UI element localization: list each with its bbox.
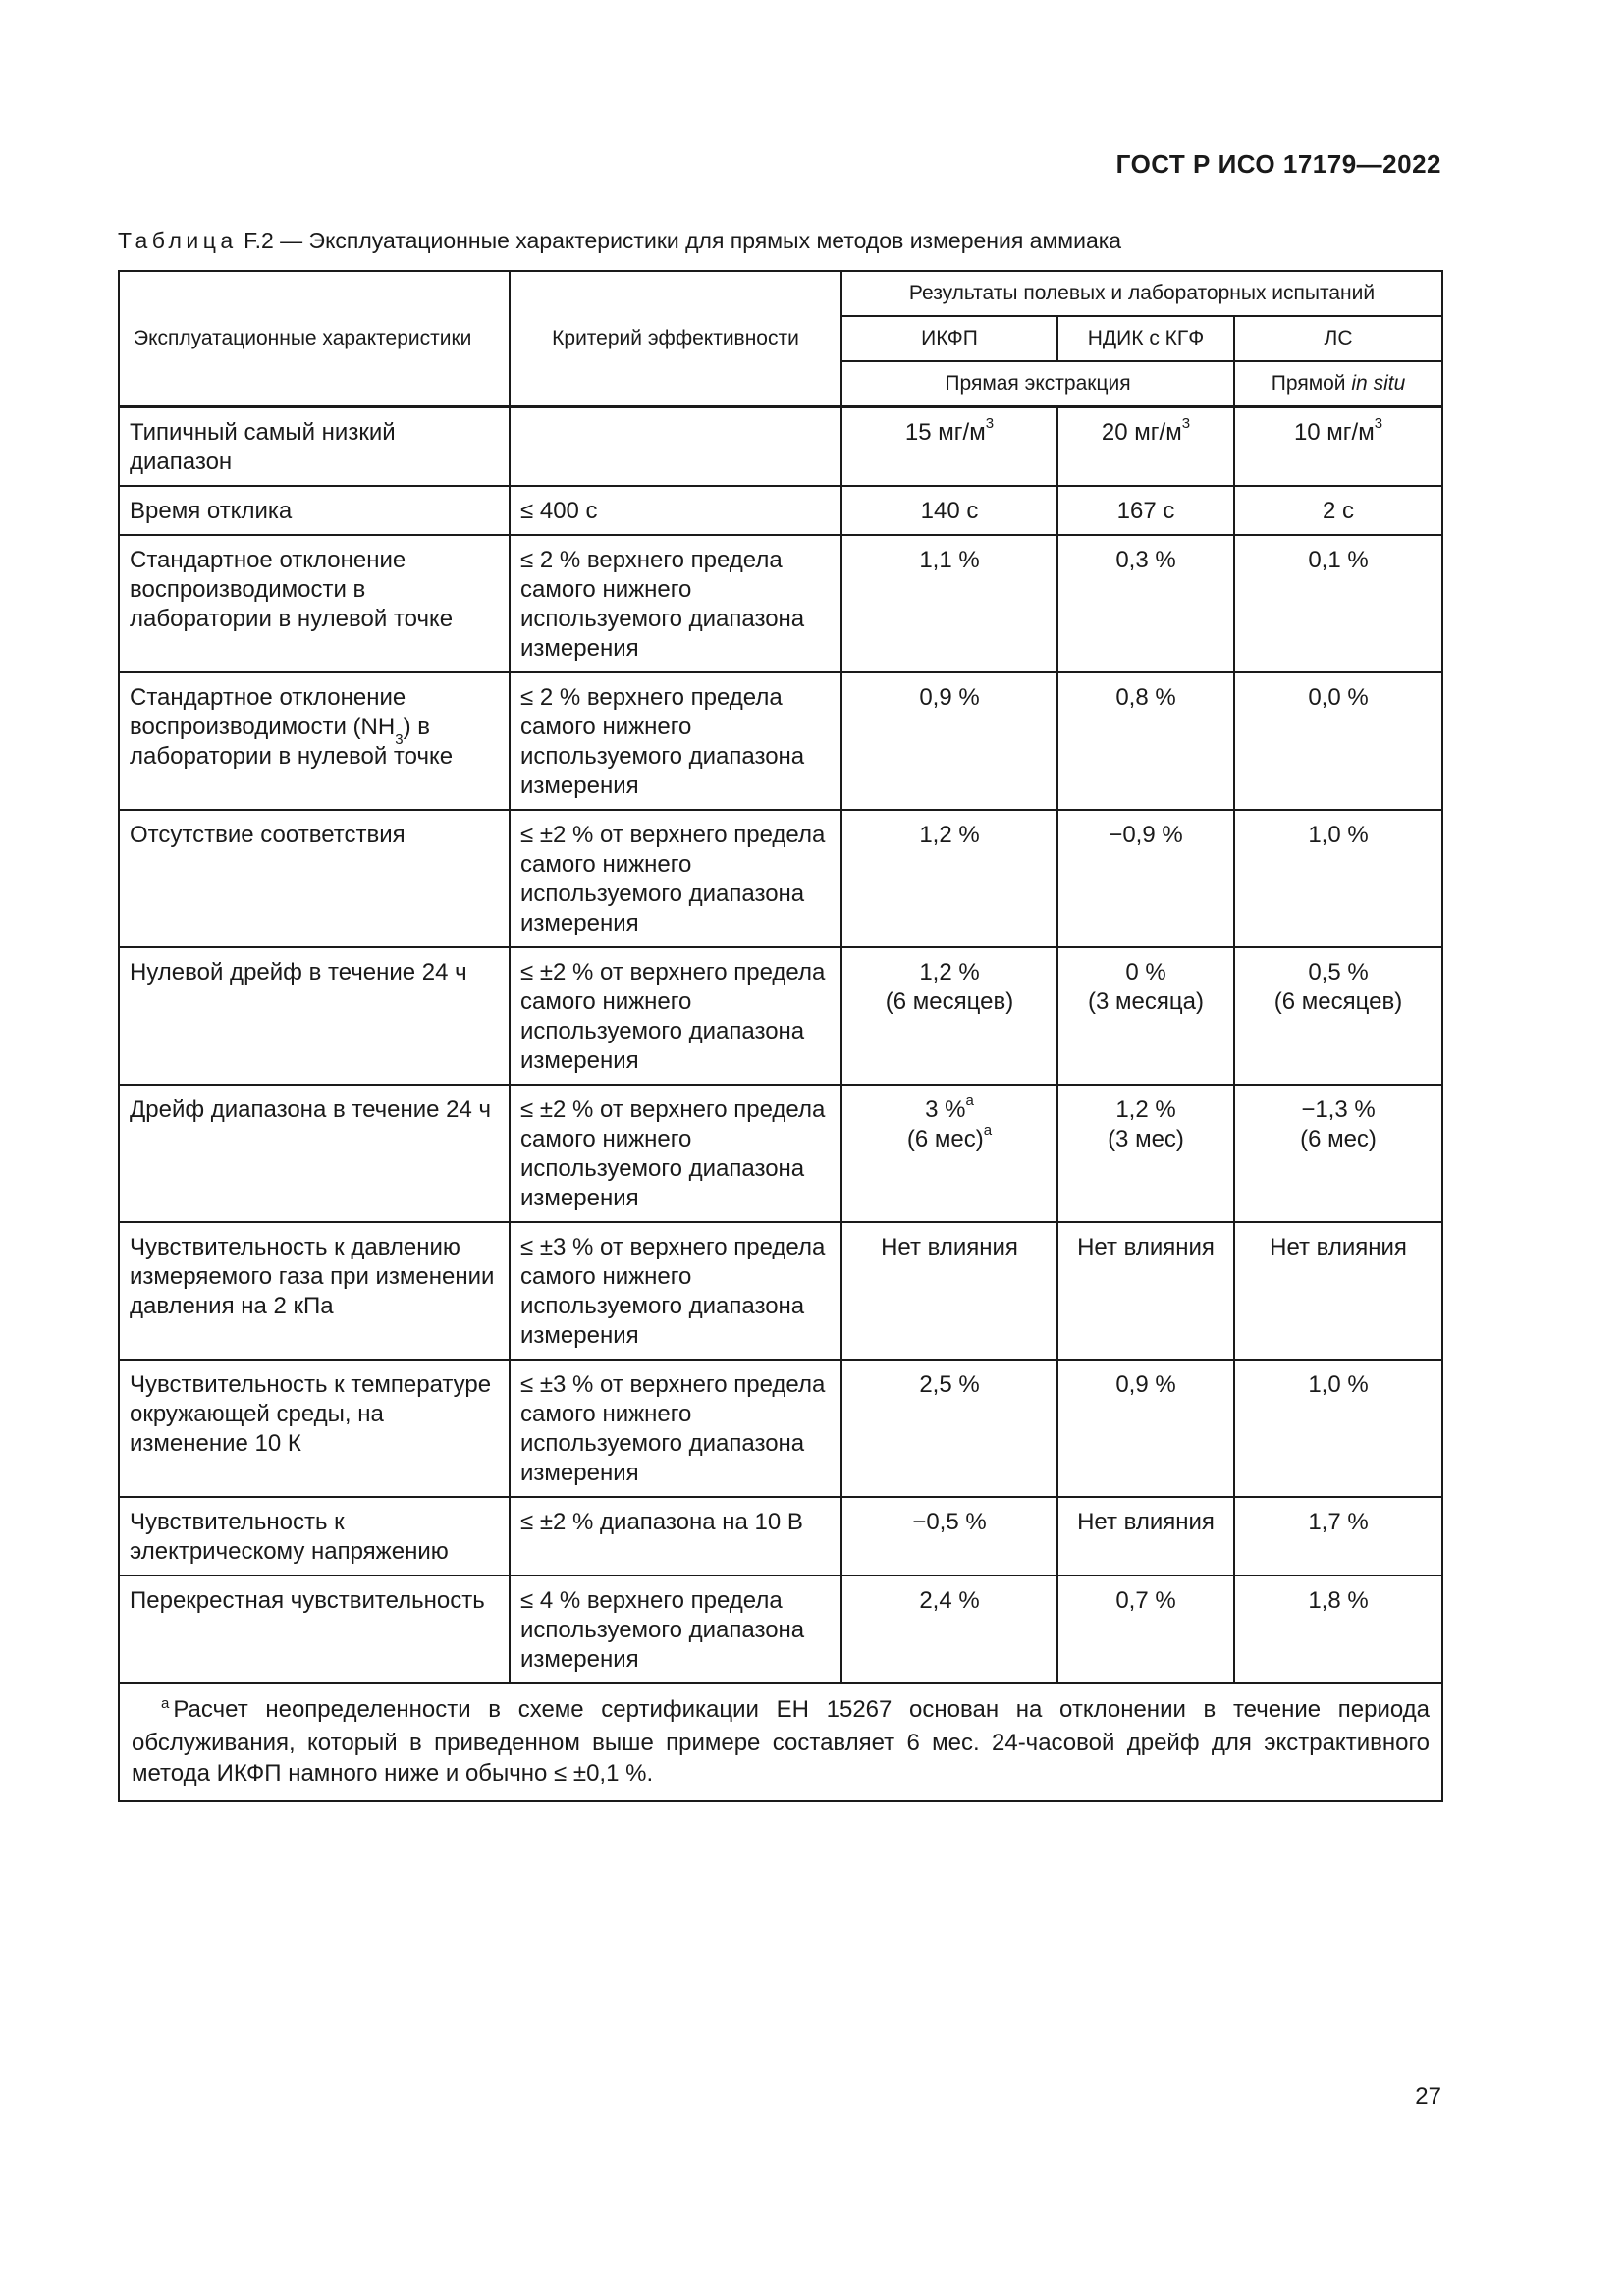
table-row	[119, 947, 1442, 1085]
cell-value-ls: 2 с	[1234, 486, 1442, 535]
cell-value-ls: 0,1 %	[1234, 535, 1442, 672]
footnote-mark: a	[161, 1695, 170, 1712]
cell-value-ndik: 0,3 %	[1057, 535, 1234, 672]
table-row	[119, 535, 1442, 672]
cell-value-ikfp: −0,5 %	[841, 1497, 1057, 1575]
cell-criterion: ≤ ±2 % от верхнего предела самого нижнего используемого диапазона измерения	[510, 947, 841, 1085]
header-results-group: Результаты полевых и лабораторных испытаний	[841, 271, 1442, 316]
cell-value-ls: −1,3 % (6 мес)	[1234, 1085, 1442, 1222]
table-row	[119, 1222, 1442, 1360]
table-row	[119, 672, 1442, 810]
cell-characteristic: Чувствительность к давлению измеряемого газа при изменении давления на 2 кПа	[119, 1222, 510, 1360]
table-caption-text: F.2 — Эксплуатационные характеристики для прямых методов измерения аммиака	[244, 228, 1122, 253]
cell-criterion: ≤ 400 с	[510, 486, 841, 535]
cell-characteristic: Чувствительность к электрическому напряжению	[119, 1497, 510, 1575]
cell-criterion: ≤ 4 % верхнего предела используемого диапазона измерения	[510, 1575, 841, 1683]
cell-criterion: ≤ ±2 % диапазона на 10 В	[510, 1497, 841, 1575]
table-row	[119, 1085, 1442, 1222]
cell-criterion: ≤ 2 % верхнего предела самого нижнего используемого диапазона измерения	[510, 535, 841, 672]
cell-value-ndik: Нет влияния	[1057, 1497, 1234, 1575]
header-direct-in-situ	[1234, 361, 1442, 407]
in-situ-word: in situ	[1351, 372, 1406, 395]
cell-criterion: ≤ 2 % верхнего предела самого нижнего используемого диапазона измерения	[510, 672, 841, 810]
cell-characteristic: Стандартное отклонение воспроизводимости в лаборатории в нулевой точке	[119, 535, 510, 672]
cell-criterion: ≤ ±2 % от верхнего предела самого нижнего используемого диапазона измерения	[510, 1085, 841, 1222]
cell-value-ndik: 0,8 %	[1057, 672, 1234, 810]
cell-criterion: ≤ ±3 % от верхнего предела самого нижнего используемого диапазона измерения	[510, 1222, 841, 1360]
cell-characteristic: Типичный самый низкий диапазон	[119, 407, 510, 487]
document-id: ГОСТ Р ИСО 17179—2022	[1115, 149, 1441, 179]
cell-value-ikfp: 1,2 % (6 месяцев)	[841, 947, 1057, 1085]
cell-characteristic: Отсутствие соответствия	[119, 810, 510, 947]
header-criterion: Критерий эффективности	[510, 271, 841, 407]
table-caption-lead: Таблица	[118, 228, 238, 253]
cell-characteristic: Нулевой дрейф в течение 24 ч	[119, 947, 510, 1085]
cell-value-ndik: 1,2 % (3 мес)	[1057, 1085, 1234, 1222]
footnote-text: Расчет неопределенности в схеме сертификации ЕН 15267 основан на отклонении в течение периода обслуживания, который в приведенном выше примере составляет 6 мес. 24-часовой дрейф для экстрактивного метода ИКФП намного ниже и обычно ≤ ±0,1 %.	[132, 1696, 1431, 1787]
cell-value-ikfp: 2,4 %	[841, 1575, 1057, 1683]
header-method-ls: ЛС	[1234, 316, 1442, 361]
header-characteristics: Эксплуатационные характеристики	[119, 271, 510, 407]
cell-characteristic: Перекрестная чувствительность	[119, 1575, 510, 1683]
table-footnote	[119, 1683, 1442, 1801]
cell-value-ikfp: 0,9 %	[841, 672, 1057, 810]
cell-value-ikfp: 3 %$^a$ (6 мес)$^a$	[841, 1085, 1057, 1222]
cell-value-ls: 1,0 %	[1234, 1360, 1442, 1497]
page-number: 27	[1415, 2083, 1441, 2109]
table-row	[119, 1360, 1442, 1497]
cell-value-ndik: 167 с	[1057, 486, 1234, 535]
cell-value-ikfp: 140 с	[841, 486, 1057, 535]
cell-value-ikfp: 15 $мг/м^3$	[841, 407, 1057, 487]
cell-value-ls: 10 $мг/м^3$	[1234, 407, 1442, 487]
table-caption	[118, 228, 1121, 254]
cell-value-ikfp: 2,5 %	[841, 1360, 1057, 1497]
cell-characteristic: Чувствительность к температуре окружающей среды, на изменение 10 К	[119, 1360, 510, 1497]
cell-value-ndik: Нет влияния	[1057, 1222, 1234, 1360]
cell-criterion: ≤ ±2 % от верхнего предела самого нижнего используемого диапазона измерения	[510, 810, 841, 947]
header-method-ndik: НДИК с КГФ	[1057, 316, 1234, 361]
footnote-ref: a	[965, 1093, 974, 1109]
cell-characteristic: Время отклика	[119, 486, 510, 535]
in-situ-prefix: Прямой	[1271, 372, 1346, 395]
table-row	[119, 407, 1442, 487]
cell-value-ndik: 0,9 %	[1057, 1360, 1234, 1497]
performance-table	[118, 270, 1443, 1802]
cell-value-ndik: −0,9 %	[1057, 810, 1234, 947]
cell-criterion: ≤ ±3 % от верхнего предела самого нижнего используемого диапазона измерения	[510, 1360, 841, 1497]
table-row	[119, 486, 1442, 535]
cell-value-ndik: 0,7 %	[1057, 1575, 1234, 1683]
cell-value-ikfp: 1,1 %	[841, 535, 1057, 672]
header-direct-extraction: Прямая экстракция	[841, 361, 1234, 407]
cell-criterion	[510, 407, 841, 487]
table-row	[119, 1575, 1442, 1683]
header-method-ikfp: ИКФП	[841, 316, 1057, 361]
cell-characteristic: Стандартное отклонение воспроизводимости $(NH_3)$ в лаборатории в нулевой точке	[119, 672, 510, 810]
cell-value-ikfp: 1,2 %	[841, 810, 1057, 947]
footnote-ref: a	[983, 1122, 993, 1139]
cell-value-ls: 1,7 %	[1234, 1497, 1442, 1575]
table-row	[119, 1497, 1442, 1575]
cell-value-ikfp: Нет влияния	[841, 1222, 1057, 1360]
cell-characteristic: Дрейф диапазона в течение 24 ч	[119, 1085, 510, 1222]
cell-value-ls: 0,5 % (6 месяцев)	[1234, 947, 1442, 1085]
cell-value-ls: 1,8 %	[1234, 1575, 1442, 1683]
cell-value-ndik: 20 $мг/м^3$	[1057, 407, 1234, 487]
cell-value-ndik: 0 % (3 месяца)	[1057, 947, 1234, 1085]
table-row	[119, 810, 1442, 947]
cell-value-ls: 0,0 %	[1234, 672, 1442, 810]
cell-value-ls: 1,0 %	[1234, 810, 1442, 947]
cell-value-ls: Нет влияния	[1234, 1222, 1442, 1360]
